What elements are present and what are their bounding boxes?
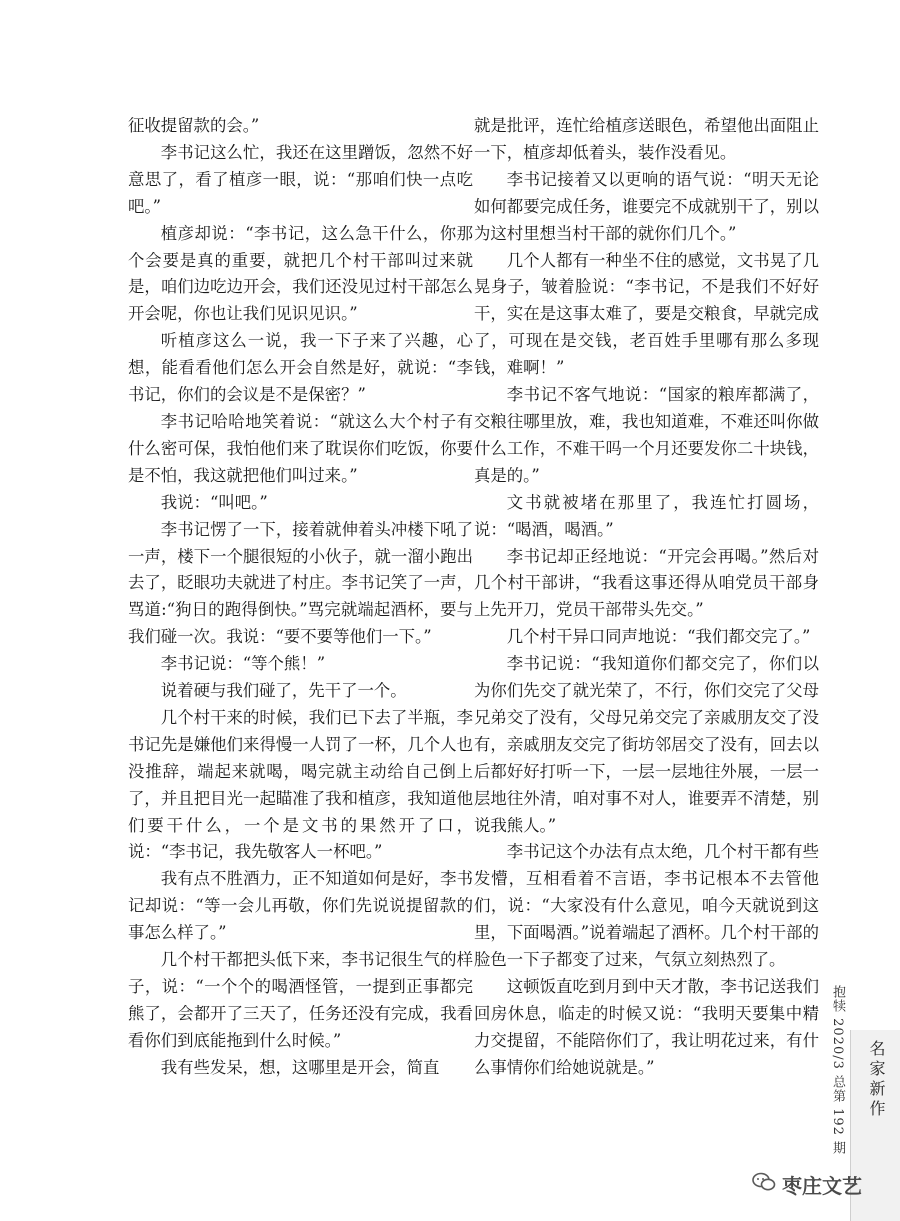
paragraph: 几个村干都把头低下来，李书记很生气的样子，说：“一个个的喝酒怪管，一提到正事都完熊了，会都开了三天了，任务还没有完成，我看看你们到底能拖到什么时候。” — [128, 950, 473, 1050]
left-column — [128, 113, 473, 1082]
right-column — [474, 113, 819, 1082]
paragraph: 文书就被堵在那里了，我连忙打圆场，说：“喝酒，喝酒。” — [474, 492, 819, 539]
paragraph: 几个村干来的时候，我们已下去了半瓶，李书记先是嫌他们来得慢一人罚了一杯，几个人也没推辞，端起来就喝，喝完就主动给自己倒上了，并且把目光一起瞄准了我和植彦，我知道他们要干什么，一个是文书的果然开了口，说：“李书记，我先敬客人一杯吧。” — [128, 707, 473, 862]
issue-info: 抱犊 2020/3 总第 192 期 — [830, 985, 845, 1156]
paragraph: 李书记接着又以更响的语气说：“明天无论如何都要完成任务，谁要完不成就别干了，别以为这村里想当村干部的就你们几个。” — [474, 169, 819, 243]
paragraph: 就是批评，连忙给植彦送眼色，希望他出面阻止一下，植彦却低着头，装作没看见。 — [474, 116, 819, 162]
paragraph: 李书记不客气地说：“国家的粮库都满了，交粮往哪里放，难，我也知道难，不难还叫你做什么工作，不难干吗一个月还要发你二十块钱，真是的。” — [474, 385, 819, 485]
paragraph: 这顿饭直吃到月到中天才散，李书记送我们回房休息，临走的时候又说：“我明天要集中精力交提留，不能陪你们了，我让明花过来，有什么事情你们给她说就是。” — [474, 977, 819, 1077]
paragraph: 听植彦这么一说，我一下子来了兴趣，心想，能看看他们怎么开会自然是好，就说：“李书记，你们的会议是不是保密？” — [128, 331, 473, 405]
watermark-text: 枣庄文艺 — [782, 1173, 862, 1198]
paragraph: 李书记哈哈地笑着说：“就这么大个村子有什么密可保，我怕他们来了耽误你们吃饭，你要是不怕，我这就把他们叫过来。” — [128, 411, 473, 485]
watermark — [752, 1168, 862, 1200]
paragraph: 植彦却说：“李书记，这么急干什么，你那个会要是真的重要，就把几个村干部叫过来就是，咱们边吃边开会，我们还没见过村干部怎么开会呢，你也让我们见识见识。” — [128, 223, 473, 324]
paragraph: 说着硬与我们碰了，先干了一个。 — [160, 681, 407, 701]
wechat-icon — [752, 1171, 776, 1197]
paragraph: 李书记这个办法有点太绝，几个村干都有些发懵，互相看着不言语，李书记根本不去管他们，说：“大家没有什么意见，咱今天就说到这里，下面喝酒。”说着端起了酒杯。几个村干部的脸色一下子都变了过来，气氛立刻热烈了。 — [474, 842, 819, 970]
section-label: 名家新作 — [867, 1040, 886, 1120]
paragraph: 我说：“叫吧。” — [160, 492, 268, 512]
paragraph: 我有些发呆，想，这哪里是开会，简直 — [160, 1057, 440, 1077]
paragraph: 李书记这么忙，我还在这里蹭饭，忽然不好意思了，看了植彦一眼，说：“那咱们快一点吃吧。” — [128, 142, 473, 216]
paragraph: 征收提留款的会。” — [128, 116, 260, 135]
paragraph: 我有点不胜酒力，正不知道如何是好，李书记却说：“等一会儿再敬，你们先说说提留款的事怎么样了。” — [128, 869, 473, 943]
paragraph: 李书记说：“我知道你们都交完了，你们以为你们先交了就光荣了，不行，你们交完了父母兄弟交了没有，父母兄弟交完了亲戚朋友交了没有，亲戚朋友交完了街坊邻居交了没有，回去以后都好好打听一下，一层一层地往外展，一层一层地往外清，咱对事不对人，谁要弄不清楚，别说我熊人。” — [474, 654, 819, 835]
paragraph: 几个人都有一种坐不住的感觉，文书晃了几晃身子，皱着脸说：“李书记，不是我们不好好干，实在是这事太难了，要是交粮食，早就完成了，可现在是交钱，老百姓手里哪有那么多现钱，难啊！” — [474, 250, 819, 378]
paragraph: 几个村干异口同声地说：“我们都交完了。” — [506, 627, 811, 647]
paragraph: 李书记说：“等个熊！” — [160, 654, 326, 674]
paragraph: 李书记愣了一下，接着就伸着头冲楼下吼了一声，楼下一个腿很短的小伙子，就一溜小跑出去了，眨眼功夫就进了村庄。李书记笑了一声，骂道:“狗日的跑得倒快。”骂完就端起酒杯，要与我们碰一次。我说：“要不要等他们一下。” — [128, 519, 473, 647]
paragraph: 李书记却正经地说：“开完会再喝。”然后对几个村干部讲，“我看这事还得从咱党员干部身上先开刀，党员干部带头先交。” — [474, 546, 819, 620]
